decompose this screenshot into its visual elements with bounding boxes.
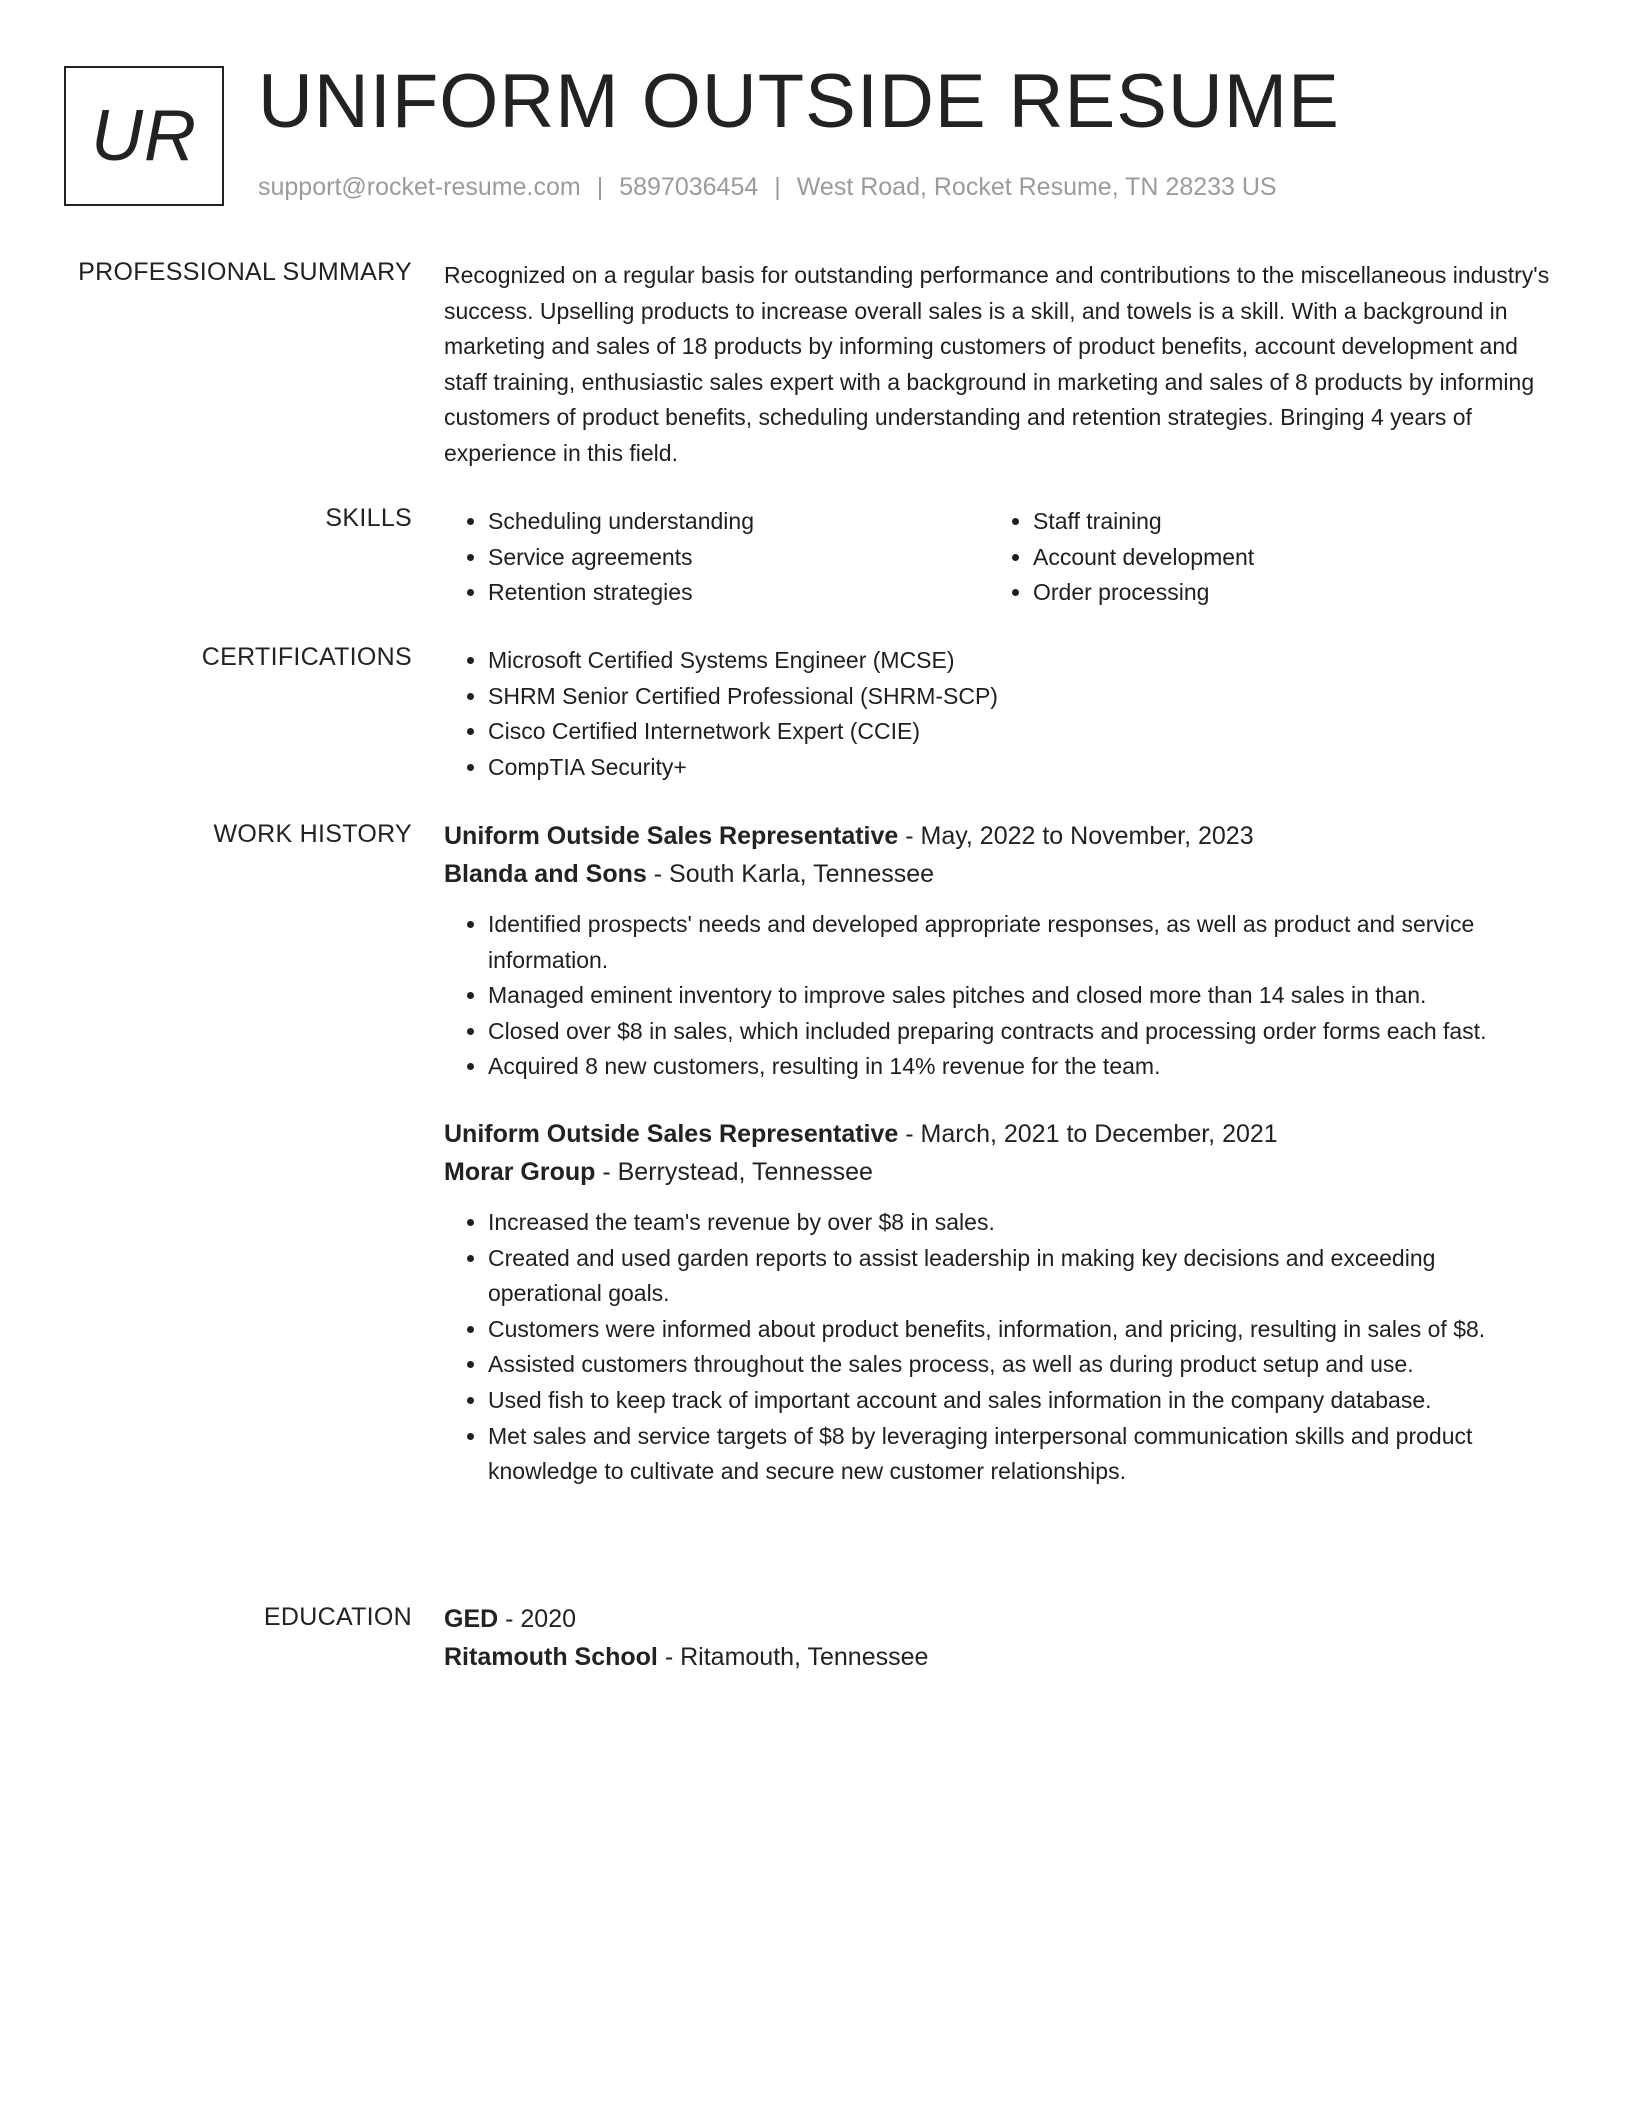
job-bullets [444, 1205, 1554, 1490]
skill-item: • Account development [1033, 540, 1534, 576]
section-label-summary: PROFESSIONAL SUMMARY [78, 258, 412, 286]
skills-column-1 [444, 504, 989, 611]
contact-address: West Road, Rocket Resume, TN 28233 US [796, 173, 1277, 201]
skill-item: • Scheduling understanding [488, 504, 989, 540]
job-title: Uniform Outside Sales Representative [444, 822, 899, 850]
job-title-line [444, 817, 1554, 855]
company-name: Blanda and Sons [444, 860, 647, 888]
skills-body [444, 504, 1554, 611]
monogram-logo: UR [64, 66, 224, 206]
resume-header [64, 59, 1564, 212]
job-bullets [444, 907, 1554, 1085]
job-entry [444, 817, 1554, 1085]
job-bullet: • Assisted customers throughout the sales process, as well as during product setup and use. [488, 1347, 1554, 1383]
job-bullet: • Met sales and service targets of $8 by leveraging interpersonal communication skills and product knowledge to cultivate and secure new customer relationships. [488, 1419, 1554, 1490]
education-body [444, 1603, 1554, 1676]
school-line [444, 1638, 1554, 1676]
contact-info [258, 173, 1277, 202]
company-location: - South Karla, Tennessee [646, 860, 935, 888]
job-bullet: • Acquired 8 new customers, resulting in 14% revenue for the team. [488, 1049, 1554, 1085]
degree-line [444, 1600, 1554, 1638]
candidate-name: UNIFORM OUTSIDE RESUME [258, 59, 1340, 144]
job-bullet: • Closed over $8 in sales, which included preparing contracts and processing order forms each fast. [488, 1014, 1554, 1050]
degree-year: - 2020 [498, 1605, 577, 1633]
school-name: Ritamouth School [444, 1643, 658, 1671]
section-label-certifications: CERTIFICATIONS [201, 643, 412, 671]
summary-body [444, 258, 1554, 472]
job-bullet: • Identified prospects' needs and developed appropriate responses, as well as product and service information. [488, 907, 1554, 978]
contact-phone: 5897036454 [619, 173, 759, 201]
contact-separator: | [774, 173, 781, 201]
job-bullet: • Managed eminent inventory to improve sales pitches and closed more than 14 sales in than. [488, 978, 1554, 1014]
certifications-body [444, 643, 1554, 785]
skills-column-2 [989, 504, 1534, 611]
section-label-work-history: WORK HISTORY [213, 820, 412, 848]
job-bullet: • Created and used garden reports to assist leadership in making key decisions and exceeding operational goals. [488, 1241, 1554, 1312]
job-entry [444, 1115, 1554, 1490]
certification-item: • CompTIA Security+ [488, 750, 1554, 786]
section-label-skills: SKILLS [325, 504, 412, 532]
summary-text: Recognized on a regular basis for outstanding performance and contributions to the miscellaneous industry's success. Upselling products to increase overall sales is a skill, and towels is a skill. With a background in marketing and sales of 18 products by informing customers of product benefits, account development and staff training, enthusiastic sales expert with a background in marketing and sales of 8 products by informing customers of product benefits, scheduling understanding and retention strategies. Bringing 4 years of experience in this field. [444, 262, 1550, 466]
job-title-line [444, 1115, 1554, 1153]
skill-item: • Retention strategies [488, 575, 989, 611]
contact-email: support@rocket-resume.com [258, 173, 581, 201]
section-label-education: EDUCATION [263, 1603, 412, 1631]
contact-separator: | [596, 173, 604, 201]
company-line [444, 1153, 1554, 1191]
job-bullet: • Increased the team's revenue by over $8 in sales. [488, 1205, 1554, 1241]
company-name: Morar Group [444, 1157, 596, 1186]
certifications-list [444, 643, 1554, 785]
skill-item: • Service agreements [488, 540, 989, 576]
company-location: - Berrystead, Tennessee [595, 1157, 873, 1186]
job-bullet: • Used fish to keep track of important account and sales information in the company database. [488, 1383, 1554, 1419]
job-title: Uniform Outside Sales Representative [444, 1119, 899, 1148]
job-dates: - March, 2021 to December, 2021 [898, 1119, 1278, 1148]
school-location: - Ritamouth, Tennessee [657, 1643, 929, 1671]
job-bullet: • Customers were informed about product benefits, information, and pricing, resulting in sales of $8. [488, 1312, 1554, 1348]
certification-item: • Microsoft Certified Systems Engineer (MCSE) [488, 643, 1554, 679]
certification-item: • Cisco Certified Internetwork Expert (CCIE) [488, 714, 1554, 750]
company-line [444, 855, 1554, 893]
job-dates: - May, 2022 to November, 2023 [898, 822, 1254, 850]
certification-item: • SHRM Senior Certified Professional (SHRM-SCP) [488, 679, 1554, 715]
work-history-body [444, 820, 1554, 1490]
degree-name: GED [444, 1605, 499, 1633]
skill-item: • Staff training [1033, 504, 1534, 540]
skill-item: • Order processing [1033, 575, 1534, 611]
